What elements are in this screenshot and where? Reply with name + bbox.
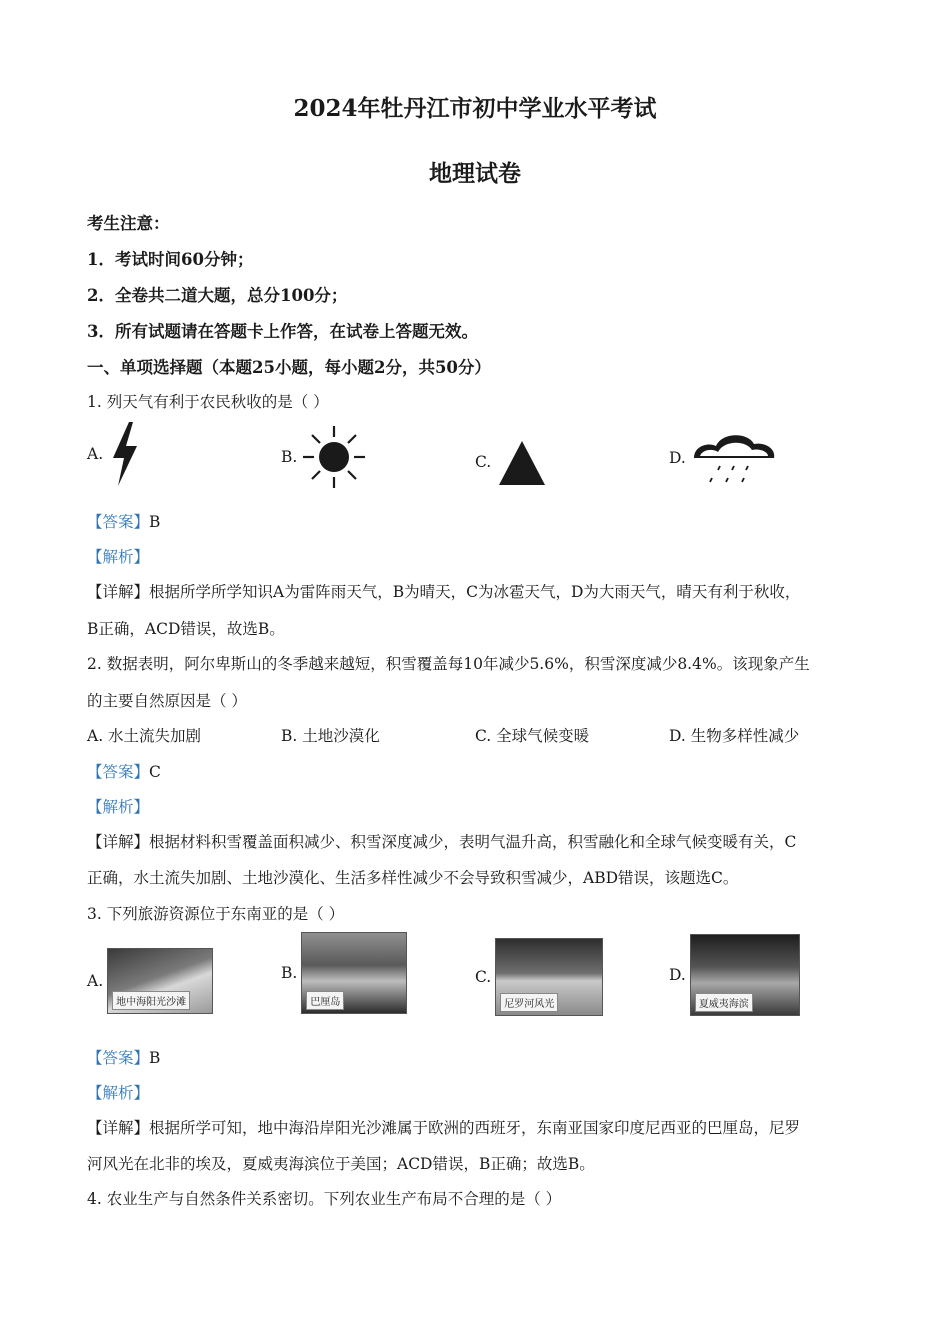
q3-caption-b: 巴厘岛	[306, 991, 344, 1010]
q3-photo-b	[301, 932, 407, 1014]
q2-detail-label: 【详解】	[87, 833, 150, 851]
q3-caption-d: 夏威夷海滨	[695, 993, 753, 1012]
q3-detail-2: 河风光在北非的埃及，夏威夷海滨位于美国；ACD错误，B正确；故选B。	[87, 1155, 595, 1173]
q2-option-b: B. 土地沙漠化	[281, 727, 380, 745]
sun-icon	[301, 424, 367, 490]
notice-item-2: 2．全卷共二道大题，总分100分；	[87, 286, 348, 305]
section-heading: 一、单项选择题（本题25小题，每小题2分，共50分）	[87, 358, 491, 377]
q2-stem-2: 的主要自然原因是（ ）	[87, 692, 247, 710]
q1-option-c	[475, 437, 549, 487]
q2-answer-label: 【答案】	[87, 763, 150, 781]
q1-option-a	[87, 420, 143, 488]
q1-option-a-label: A.	[87, 445, 104, 463]
q3-option-d	[669, 934, 800, 1016]
hail-icon	[495, 437, 549, 487]
q3-caption-a: 地中海阳光沙滩	[112, 991, 190, 1010]
notice-item-3: 3．所有试题请在答题卡上作答，在试卷上答题无效。	[87, 322, 478, 341]
q3-option-c-label: C.	[475, 968, 492, 986]
q2-detail-text-1: 根据材料积雪覆盖面积减少、积雪深度减少，表明气温升高，积雪融化和全球气候变暖有关，C	[149, 833, 797, 851]
q3-detail-text-1: 根据所学可知，地中海沿岸阳光沙滩属于欧洲的西班牙，东南亚国家印度尼西亚的巴厘岛，尼罗	[149, 1119, 801, 1137]
page-subtitle: 地理试卷	[429, 160, 521, 187]
q2-answer	[87, 760, 867, 782]
q1-answer	[87, 510, 867, 532]
q3-detail-1	[87, 1116, 867, 1138]
q2-stem-1: 2. 数据表明，阿尔卑斯山的冬季越来越短，积雪覆盖每10年减少5.6%，积雪深度减少8.4%。该现象产生	[87, 655, 810, 673]
q1-detail-label: 【详解】	[87, 583, 150, 601]
q2-answer-value: C	[149, 763, 161, 781]
q1-answer-value: B	[149, 513, 161, 531]
q1-detail-2: B正确，ACD错误，故选B。	[87, 620, 285, 638]
q2-option-c: C. 全球气候变暖	[475, 727, 590, 745]
q2-detail-1	[87, 830, 867, 852]
q3-photo-c	[495, 938, 603, 1016]
q3-detail-label: 【详解】	[87, 1119, 150, 1137]
q1-detail-text-1: 根据所学所学知识A为雷阵雨天气，B为晴天，C为冰雹天气，D为大雨天气，晴天有利于秋收，	[149, 583, 801, 601]
q2-detail-2: 正确，水土流失加剧、土地沙漠化、生活多样性减少不会导致积雪减少，ABD错误，该题选C。	[87, 869, 739, 887]
q2-option-d: D. 生物多样性减少	[669, 727, 800, 745]
lightning-icon	[107, 420, 143, 488]
q3-option-d-label: D.	[669, 966, 686, 984]
q1-option-b-label: B.	[281, 448, 298, 466]
notice-heading: 考生注意：	[87, 214, 170, 233]
q3-answer-label: 【答案】	[87, 1049, 150, 1067]
q3-caption-c: 尼罗河风光	[500, 993, 558, 1012]
q1-option-c-label: C.	[475, 453, 492, 471]
q1-stem: 1. 列天气有利于农民秋收的是（ ）	[87, 393, 329, 411]
q3-stem: 3. 下列旅游资源位于东南亚的是（ ）	[87, 905, 345, 923]
q4-stem: 4. 农业生产与自然条件关系密切。下列农业生产布局不合理的是（ ）	[87, 1190, 562, 1208]
q2-option-a: A. 水土流失加剧	[87, 727, 202, 745]
q1-option-d-label: D.	[669, 449, 686, 467]
heavy-rain-icon	[690, 428, 778, 488]
q3-answer	[87, 1046, 867, 1068]
q1-detail-1	[87, 580, 867, 602]
notice-item-1: 1．考试时间60分钟；	[87, 250, 254, 269]
page-title: 2024年牡丹江市初中学业水平考试	[293, 95, 657, 122]
q1-option-b	[281, 424, 367, 490]
q3-answer-value: B	[149, 1049, 161, 1067]
q1-answer-label: 【答案】	[87, 513, 150, 531]
q3-option-b	[281, 932, 407, 1014]
q1-option-d	[669, 428, 778, 488]
q3-option-a-label: A.	[87, 972, 104, 990]
q3-option-b-label: B.	[281, 964, 298, 982]
q3-option-a	[87, 948, 213, 1014]
q3-photo-d	[690, 934, 800, 1016]
q3-option-c	[475, 938, 603, 1016]
q3-analysis-label: 【解析】	[87, 1084, 150, 1102]
q1-analysis-label: 【解析】	[87, 548, 150, 566]
q3-photo-a	[107, 948, 213, 1014]
q2-analysis-label: 【解析】	[87, 798, 150, 816]
